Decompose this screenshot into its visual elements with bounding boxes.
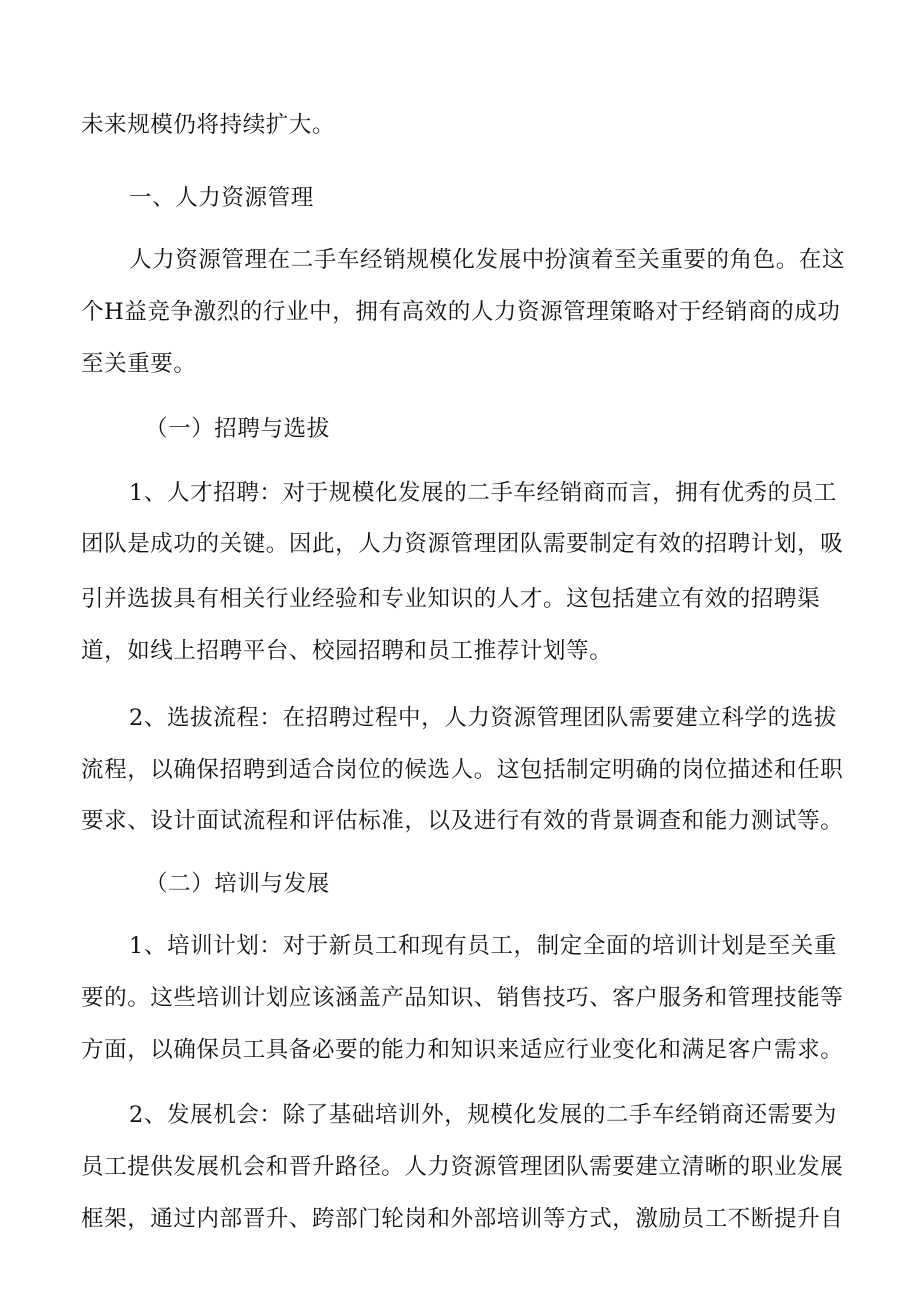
paragraph-line: 至关重要。	[81, 351, 197, 377]
paragraph-line: 框架，通过内部晋升、跨部门轮岗和外部培训等方式，激励员工不断提升自	[81, 1206, 844, 1232]
paragraph-line: 员工提供发展机会和晋升路径。人力资源管理团队需要建立清晰的职业发展	[81, 1154, 844, 1180]
paragraph-line: 团队是成功的关键。因此，人力资源管理团队需要制定有效的招聘计划，吸	[81, 531, 844, 557]
subsection-heading: （二）培训与发展	[145, 871, 330, 897]
paragraph-line: 2、选拔流程：在招聘过程中，人力资源管理团队需要建立科学的选拔	[129, 705, 837, 731]
paragraph-line: 2、发展机会：除了基础培训外，规模化发展的二手车经销商还需要为	[129, 1102, 837, 1128]
paragraph-line: 要求、设计面试流程和评估标准，以及进行有效的背景调查和能力测试等。	[81, 808, 844, 834]
paragraph-line: 人力资源管理在二手车经销规模化发展中扮演着至关重要的角色。在这	[129, 247, 846, 273]
paragraph-line: 引并选拔具有相关行业经验和专业知识的人才。这包括建立有效的招聘渠	[81, 586, 821, 612]
paragraph-line: 道，如线上招聘平台、校园招聘和员工推荐计划等。	[81, 638, 613, 664]
paragraph-line: 个H益竞争激烈的行业中，拥有高效的人力资源管理策略对于经销商的成功	[81, 299, 841, 325]
paragraph-line: 流程，以确保招聘到适合岗位的候选人。这包括制定明确的岗位描述和任职	[81, 757, 844, 783]
paragraph-line: 未来规模仍将持续扩大。	[81, 112, 336, 138]
section-heading: 一、人力资源管理	[129, 185, 314, 211]
subsection-heading: （一）招聘与选拔	[145, 416, 330, 442]
paragraph-line: 1、培训计划：对于新员工和现有员工，制定全面的培训计划是至关重	[129, 933, 837, 959]
paragraph-line: 1、人才招聘：对于规模化发展的二手车经销商而言，拥有优秀的员工	[129, 480, 837, 506]
paragraph-line: 要的。这些培训计划应该涵盖产品知识、销售技巧、客户服务和管理技能等	[81, 985, 844, 1011]
paragraph-line: 方面，以确保员工具备必要的能力和知识来适应行业变化和满足客户需求。	[81, 1037, 844, 1063]
